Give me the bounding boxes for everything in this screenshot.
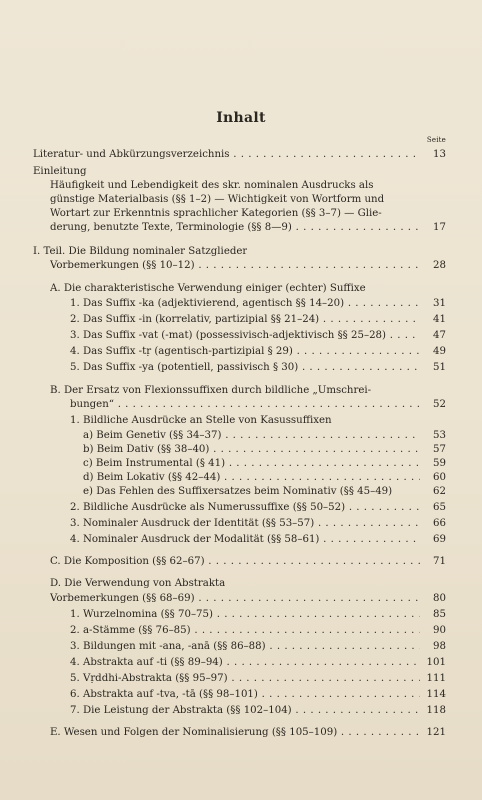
- toc-entry-page: 69: [433, 534, 446, 545]
- toc-entry-page: 31: [433, 298, 446, 309]
- toc-entry: [0, 726, 482, 740]
- toc-entry-page: 71: [433, 556, 446, 567]
- toc-entry: [0, 384, 482, 398]
- toc-entry: [0, 485, 482, 499]
- toc-entry: [0, 555, 482, 569]
- toc-entry-page: 41: [433, 314, 446, 325]
- toc-entry-page: 17: [433, 222, 446, 233]
- toc-entry: [0, 656, 482, 670]
- toc-entry-text: 2. Das Suffix -in (korrelativ, partizipial §§ 21–24) . . .: [70, 313, 420, 327]
- toc-entry-text: Häufigkeit und Lebendigkeit des skr. nominalen Ausdrucks als: [50, 180, 374, 191]
- toc-entry-page: 121: [426, 727, 446, 738]
- toc-entry: [0, 148, 482, 162]
- toc-entry-page: 114: [426, 689, 446, 700]
- toc-entry-text: Einleitung: [33, 166, 87, 177]
- toc-entry: [0, 624, 482, 638]
- page-title: Inhalt: [216, 110, 266, 126]
- toc-entry-text: Vorbemerkungen (§§ 68–69) . . .: [50, 592, 420, 606]
- toc-entry-text: 6. Abstrakta auf -tva, -tā (§§ 98–101) . . .: [70, 688, 420, 702]
- toc-entry-text: E. Wesen und Folgen der Nominalisierung (§§ 105–109) . . .: [50, 726, 420, 740]
- toc-entry: [0, 207, 482, 221]
- toc-entry: [0, 221, 482, 235]
- toc-entry-text: d) Beim Lokativ (§§ 42–44) . . .: [83, 471, 420, 485]
- toc-entry-text: c) Beim Instrumental (§ 41) . . .: [83, 457, 420, 471]
- toc-entry-page: 59: [433, 458, 446, 469]
- toc-entry-page: 49: [433, 346, 446, 357]
- toc-entry-page: 60: [433, 472, 446, 483]
- toc-entry-text: günstige Materialbasis (§§ 1–2) — Wichtigkeit von Wortform und: [50, 194, 385, 205]
- toc-entry: [0, 457, 482, 471]
- toc-entry: [0, 429, 482, 443]
- toc-entry: [0, 672, 482, 686]
- toc-entry: [0, 398, 482, 412]
- toc-entry-page: 28: [433, 260, 446, 271]
- toc-entry: [0, 193, 482, 207]
- toc-entry-text: b) Beim Dativ (§§ 38–40) . . .: [83, 443, 420, 457]
- toc-entry-text: 4. Nominaler Ausdruck der Modalität (§§ 58–61) . . .: [70, 533, 420, 547]
- toc-entry: [0, 245, 482, 259]
- toc-entry: [0, 533, 482, 547]
- toc-entry-text: 3. Nominaler Ausdruck der Identität (§§ 53–57) . . .: [70, 517, 420, 531]
- toc-entry-page: 52: [433, 399, 446, 410]
- toc-entry-page: 80: [433, 593, 446, 604]
- toc-entry-text: Vorbemerkungen (§§ 10–12) . . .: [50, 259, 420, 273]
- toc-entry-text: 7. Die Leistung der Abstrakta (§§ 102–104) . . .: [70, 704, 420, 718]
- toc-entry-page: 111: [426, 673, 446, 684]
- toc-entry-text: C. Die Komposition (§§ 62–67) . . .: [50, 555, 420, 569]
- toc-entry-page: 98: [433, 641, 446, 652]
- toc-entry-text: 1. Bildliche Ausdrücke an Stelle von Kasussuffixen: [70, 415, 332, 426]
- toc-entry-page: 85: [433, 609, 446, 620]
- toc-entry: [0, 259, 482, 273]
- toc-entry: [0, 704, 482, 718]
- toc-entry: [0, 297, 482, 311]
- toc-entry-text: 2. a-Stämme (§§ 76–85) . . .: [70, 624, 420, 638]
- toc-entry-page: 62: [433, 486, 446, 497]
- toc-entry-page: 13: [433, 149, 446, 160]
- toc-entry-text: a) Beim Genetiv (§§ 34–37) . . .: [83, 429, 420, 443]
- toc-entry: [0, 517, 482, 531]
- toc-entry-text: 1. Wurzelnomina (§§ 70–75) . . .: [70, 608, 420, 622]
- toc-entry-text: derung, benutzte Texte, Terminologie (§§ 8—9) . . .: [50, 221, 420, 235]
- toc-entry-text: Literatur- und Abkürzungsverzeichnis . . .: [33, 148, 420, 162]
- toc-entry-text: 2. Bildliche Ausdrücke als Numerussuffixe (§§ 50–52) . . .: [70, 501, 420, 515]
- toc-entry: [0, 165, 482, 179]
- toc-entry-page: 65: [433, 502, 446, 513]
- toc-entry: [0, 640, 482, 654]
- toc-entry: [0, 414, 482, 428]
- toc-entry-text: 4. Das Suffix -tṛ (agentisch-partizipial § 29) . . .: [70, 345, 420, 359]
- toc-entry: [0, 282, 482, 296]
- toc-entry: [0, 592, 482, 606]
- toc-entry: [0, 471, 482, 485]
- toc-entry: [0, 501, 482, 515]
- toc-entry: [0, 313, 482, 327]
- toc-entry-page: 101: [426, 657, 446, 668]
- toc-entry-page: 57: [433, 444, 446, 455]
- toc-entry-text: e) Das Fehlen des Suffixersatzes beim Nominativ (§§ 45–49): [83, 486, 393, 497]
- toc-entry: [0, 361, 482, 375]
- toc-entry: [0, 179, 482, 193]
- toc-entry-page: 53: [433, 430, 446, 441]
- page-column-header: Seite: [426, 136, 446, 144]
- toc-entry-text: 4. Abstrakta auf -ti (§§ 89–94) . . .: [70, 656, 420, 670]
- toc-entry: [0, 345, 482, 359]
- toc-entry-page: 47: [433, 330, 446, 341]
- toc-entry: [0, 329, 482, 343]
- toc-entry-text: bungen“ . . .: [70, 398, 420, 412]
- toc-entry-page: 66: [433, 518, 446, 529]
- toc-entry-text: B. Der Ersatz von Flexionssuffixen durch bildliche „Umschrei-: [50, 385, 372, 396]
- toc-entry-text: 5. Vṛddhi-Abstrakta (§§ 95–97) . . .: [70, 672, 420, 686]
- toc-entry-text: 3. Das Suffix -vat (-mat) (possessivisch-adjektivisch §§ 25–28) . . .: [70, 329, 420, 343]
- toc-entry-page: 51: [433, 362, 446, 373]
- toc-entry-text: 5. Das Suffix -ya (potentiell, passivisch § 30) . . .: [70, 361, 420, 375]
- toc-entry-text: D. Die Verwendung von Abstrakta: [50, 578, 226, 589]
- toc-entry: [0, 577, 482, 591]
- toc-entry-text: 1. Das Suffix -ka (adjektivierend, agentisch §§ 14–20) . . .: [70, 297, 420, 311]
- toc-entry: [0, 608, 482, 622]
- toc-entry-page: 90: [433, 625, 446, 636]
- toc-entry-text: I. Teil. Die Bildung nominaler Satzglieder: [33, 246, 248, 257]
- toc-entry-text: 3. Bildungen mit -ana, -anā (§§ 86–88) . . .: [70, 640, 420, 654]
- toc-entry-text: A. Die charakteristische Verwendung einiger (echter) Suffixe: [50, 283, 366, 294]
- toc-entry: [0, 443, 482, 457]
- toc-entry: [0, 688, 482, 702]
- toc-entry-page: 118: [426, 705, 446, 716]
- toc-entry-text: Wortart zur Erkenntnis sprachlicher Kategorien (§§ 3–7) — Glie-: [50, 208, 382, 219]
